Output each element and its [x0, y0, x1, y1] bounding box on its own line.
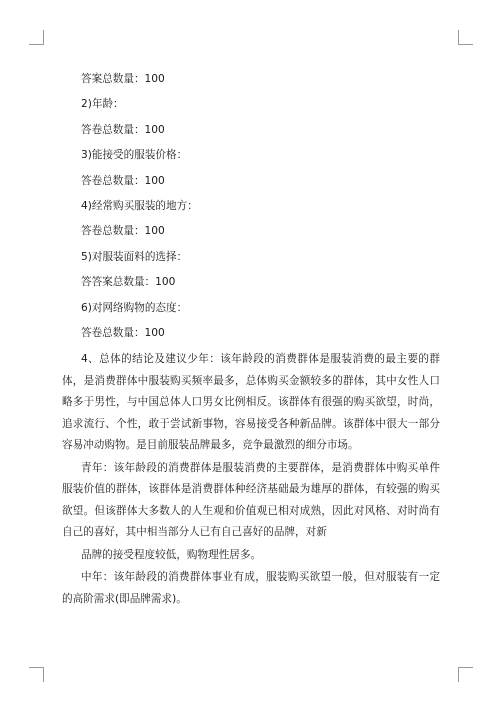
- survey-line: 3)能接受的服装价格：: [81, 149, 188, 162]
- survey-line: 答卷总数量：100: [81, 326, 165, 339]
- conclusion-paragraph-youth-continued: 品牌的接受程度较低，购物理性居多。: [81, 548, 262, 561]
- survey-line: 答卷总数量：100: [81, 123, 165, 136]
- document-body: [62, 67, 440, 610]
- survey-line: 答答案总数量：100: [81, 276, 176, 289]
- survey-line: 答案总数量：100: [81, 73, 165, 85]
- conclusion-paragraph-teen: 4、总体的结论及建议少年：该年龄段的消费群体是服装消费的最主要的群体，是消费群体中服装购买频率最多，总体购买金额较多的群体，其中女性人口略多于男性，与中国总体人口男女比例相反。该群体有很强的购买欲望，时尚，追求流行、个性，敢于尝试新事物，容易接受各种新品牌。该群体中很大一部分容易冲动购物。是目前服装品牌最多，竞争最激烈的细分市场。: [62, 353, 440, 452]
- crop-mark-top-left: [29, 30, 44, 45]
- conclusion-paragraph-youth: 青年：该年龄段的消费群体是服装消费的主要群体，是消费群体中购买单件服装价值的群体，该群体是消费群体种经济基础最为雄厚的群体，有较强的购买欲望。但该群体大多数人的人生观和价值观已相对成熟，因此对风格、对时尚有自己的喜好，其中相当部分人已有自己喜好的品牌，对新: [62, 461, 440, 539]
- survey-line: 4)经常购买服装的地方：: [81, 199, 198, 212]
- survey-line: 2)年龄：: [81, 98, 124, 111]
- survey-line: 5)对服装面料的选择：: [81, 250, 188, 263]
- crop-mark-top-right: [458, 30, 473, 45]
- crop-mark-bottom-right: [458, 667, 473, 682]
- survey-line: 6)对网络购物的态度：: [81, 301, 188, 314]
- survey-line: 答卷总数量：100: [81, 225, 165, 238]
- crop-mark-bottom-left: [29, 667, 44, 682]
- survey-line: 答卷总数量：100: [81, 174, 165, 187]
- conclusion-paragraph-middle-age: 中年：该年龄段的消费群体事业有成，服装购买欲望一般，但对服装有一定的高阶需求(即品牌需求)。: [62, 571, 440, 605]
